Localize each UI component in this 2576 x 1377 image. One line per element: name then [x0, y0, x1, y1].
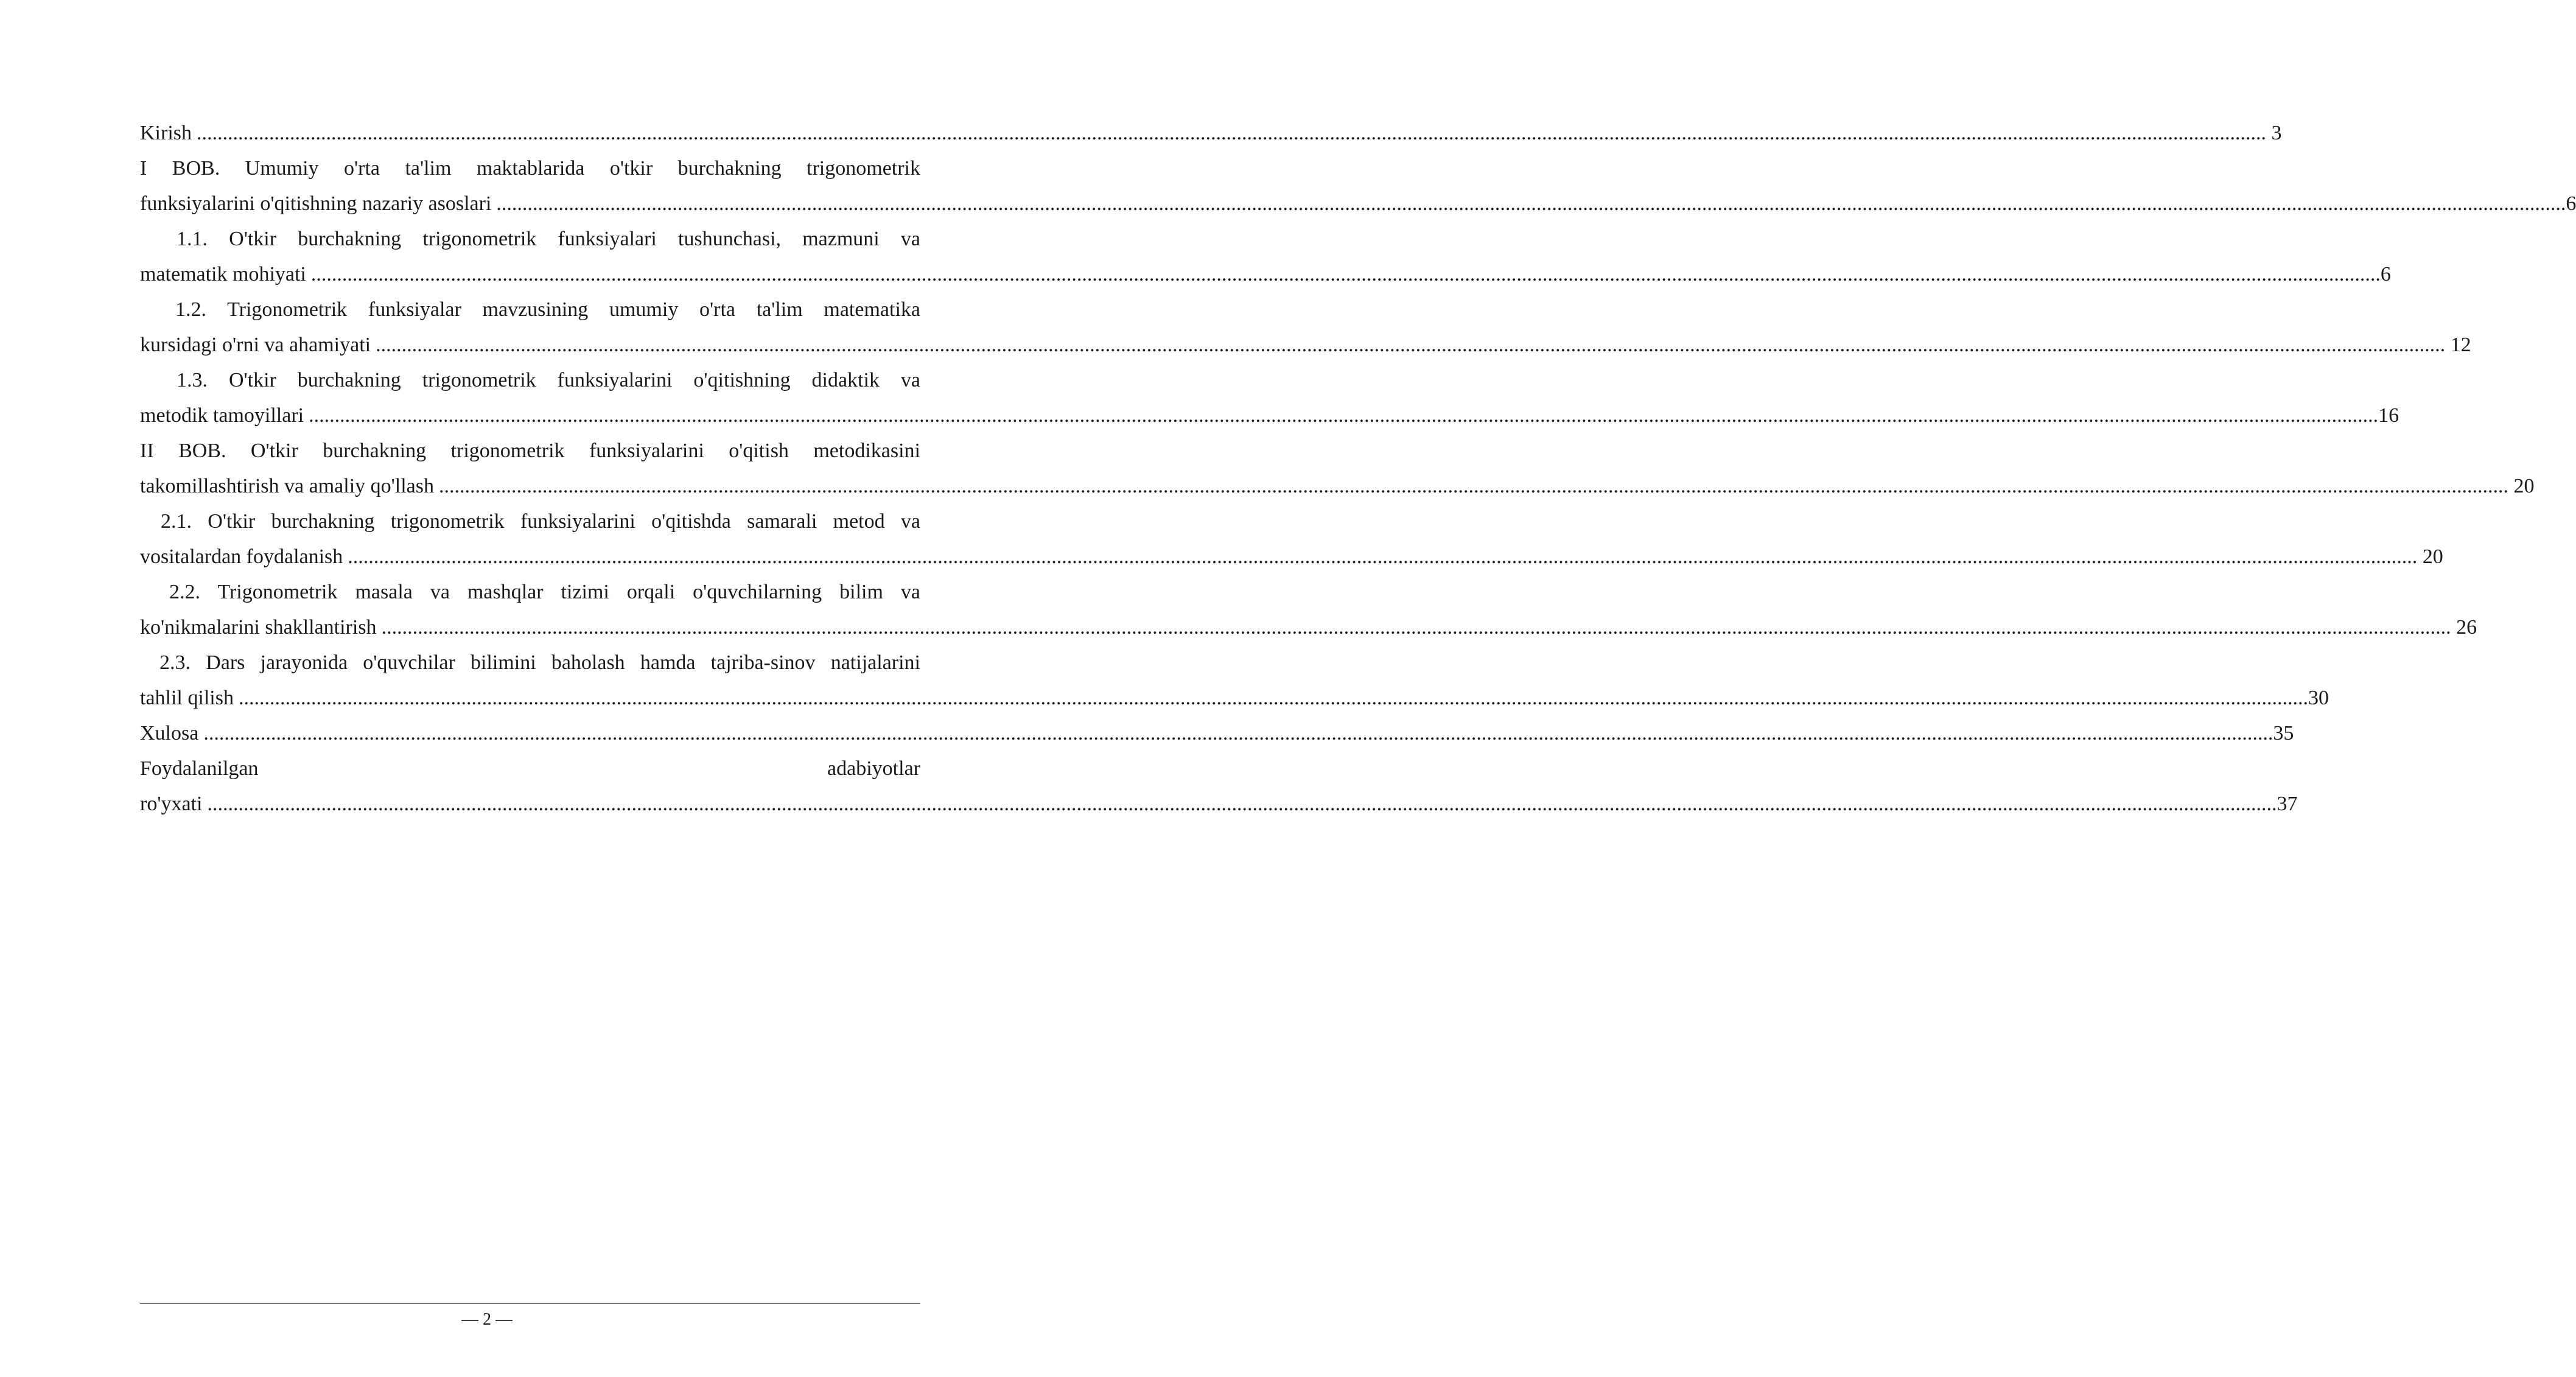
- toc-entry-title: Foydalanilgan adabiyotlar: [140, 757, 920, 780]
- toc-entry[interactable]: [140, 222, 2391, 292]
- toc-dot-leader: ................................................................................................................................................................................................................................................................................................................................................................................................................: [309, 404, 2379, 427]
- toc-entry-title: ro'yxati: [140, 793, 203, 815]
- toc-entry-tail: [140, 116, 2282, 151]
- toc-page-number: 30: [2308, 687, 2329, 709]
- toc-entry-title: 2.1. O'tkir burchakning trigonometrik funksiyalarini o'qitishda samarali metod va: [161, 510, 920, 533]
- toc-entry-tail: [140, 716, 2294, 751]
- toc-entry[interactable]: [140, 751, 2298, 822]
- toc-dot-leader: ................................................................................................................................................................................................................................................................................................................................................................................................................: [197, 122, 2266, 144]
- toc-entry-title: 1.1. O'tkir burchakning trigonometrik funksiyalari tushunchasi, mazmuni va: [177, 228, 920, 250]
- toc-entry[interactable]: [140, 504, 2443, 575]
- toc-entry[interactable]: [140, 716, 2294, 751]
- toc-entry[interactable]: [140, 363, 2399, 433]
- toc-entry-tail: [140, 469, 2535, 504]
- toc-entry[interactable]: [140, 645, 2329, 716]
- toc-page-number: 20: [2417, 545, 2443, 568]
- toc-dot-leader: ................................................................................................................................................................................................................................................................................................................................................................................................................: [203, 722, 2273, 745]
- toc-entry-tail: [140, 398, 2399, 433]
- toc-entry-tail: [140, 787, 2298, 822]
- toc-page-number: 6: [2566, 192, 2576, 215]
- toc-dot-leader: ................................................................................................................................................................................................................................................................................................................................................................................................................: [348, 545, 2418, 568]
- toc-entry-tail: [140, 539, 2443, 575]
- toc-entry-title: Kirish: [140, 122, 192, 144]
- toc-entry-title: kursidagi o'rni va ahamiyati: [140, 334, 371, 356]
- toc-entry[interactable]: [140, 151, 2576, 222]
- page-number: — 2 —: [461, 1310, 513, 1329]
- toc-entry[interactable]: [140, 116, 2282, 151]
- toc-entry-title: 2.3. Dars jarayonida o'quvchilar bilimini baholash hamda tajriba-sinov natijalarini: [159, 651, 920, 674]
- toc-entry-title: Xulosa: [140, 722, 199, 745]
- toc-page-number: 16: [2378, 404, 2399, 427]
- toc-dot-leader: ................................................................................................................................................................................................................................................................................................................................................................................................................: [238, 687, 2308, 709]
- toc-entry-tail: [140, 328, 2471, 363]
- toc-dot-leader: ................................................................................................................................................................................................................................................................................................................................................................................................................: [381, 616, 2451, 639]
- toc-dot-leader: ................................................................................................................................................................................................................................................................................................................................................................................................................: [439, 475, 2508, 497]
- toc-entry-tail: [140, 257, 2391, 292]
- toc-entry[interactable]: [140, 433, 2535, 504]
- toc-dot-leader: ................................................................................................................................................................................................................................................................................................................................................................................................................: [310, 263, 2381, 286]
- toc-dot-leader: ................................................................................................................................................................................................................................................................................................................................................................................................................: [376, 334, 2446, 356]
- toc-entry-title: metodik tamoyillari: [140, 404, 304, 427]
- toc-page-number: 3: [2266, 122, 2282, 144]
- table-of-contents: [140, 116, 2576, 822]
- toc-entry-title: tahlil qilish: [140, 687, 234, 709]
- toc-page-number: 26: [2451, 616, 2477, 639]
- toc-page-number: 6: [2380, 263, 2391, 286]
- toc-entry-title: 2.2. Trigonometrik masala va mashqlar tizimi orqali o'quvchilarning bilim va: [169, 581, 920, 603]
- toc-entry-title: II BOB. O'tkir burchakning trigonometrik funksiyalarini o'qitish metodikasini: [140, 440, 920, 462]
- toc-entry-title: funksiyalarini o'qitishning nazariy asoslari: [140, 192, 492, 215]
- footer-rule: [140, 1303, 920, 1304]
- toc-entry-tail: [140, 610, 2477, 645]
- toc-entry-tail: [140, 681, 2329, 716]
- toc-page-number: 37: [2277, 793, 2298, 815]
- toc-entry-title: takomillashtirish va amaliy qo'llash: [140, 475, 434, 497]
- toc-entry-title: I BOB. Umumiy o'rta ta'lim maktablarida o'tkir burchakning trigonometrik: [140, 157, 920, 180]
- toc-entry-title: vositalardan foydalanish: [140, 545, 343, 568]
- toc-page-number: 12: [2445, 334, 2471, 356]
- toc-dot-leader: ................................................................................................................................................................................................................................................................................................................................................................................................................: [496, 192, 2566, 215]
- toc-entry-title: 1.2. Trigonometrik funksiyalar mavzusining umumiy o'rta ta'lim matematika: [175, 298, 920, 321]
- toc-dot-leader: ................................................................................................................................................................................................................................................................................................................................................................................................................: [207, 793, 2277, 815]
- toc-entry[interactable]: [140, 292, 2471, 363]
- toc-entry[interactable]: [140, 575, 2477, 645]
- toc-entry-title: matematik mohiyati: [140, 263, 306, 286]
- toc-entry-tail: [140, 186, 2576, 222]
- toc-entry-title: 1.3. O'tkir burchakning trigonometrik funksiyalarini o'qitishning didaktik va: [177, 369, 920, 391]
- toc-page-number: 20: [2508, 475, 2535, 497]
- toc-entry-title: ko'nikmalarini shakllantirish: [140, 616, 377, 639]
- toc-page-number: 35: [2273, 722, 2294, 745]
